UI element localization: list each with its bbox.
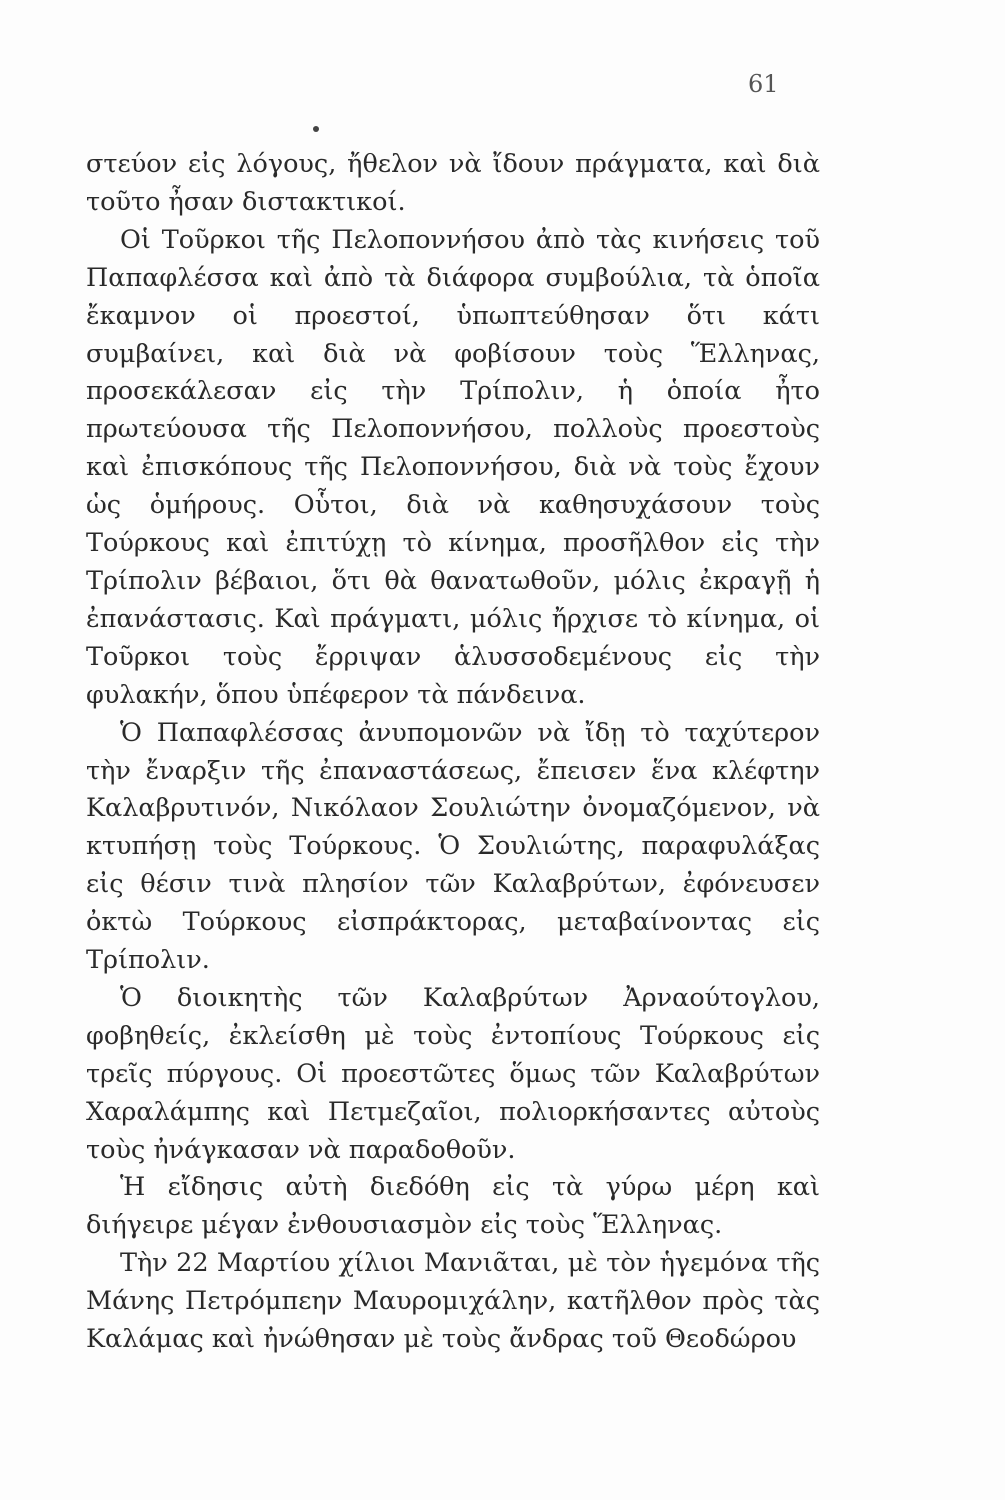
page-number: 61 xyxy=(748,70,779,98)
paragraph-news-spread: Ἡ εἴδησις αὐτὴ διεδόθη εἰς τὰ γύρω μέρη καὶ διήγειρε μέγαν ἐνθουσιασμὸν εἰς τοὺς Ἕλληνας. xyxy=(86,1172,820,1241)
paragraph-kalavryta-governor: Ὁ διοικητὴς τῶν Καλαβρύτων Ἀρναούτογλου, φοβηθείς, ἐκλείσθη μὲ τοὺς ἐντοπίους Τούρκους εἰς τρεῖς πύργους. Οἱ προεστῶτες ὅμως τῶν Καλαβρύτων Χαραλάμπης καὶ Πετμεζαῖοι, πολιορκήσαντες αὐτοὺς τοὺς ἠνάγκασαν νὰ παραδοθοῦν. xyxy=(86,982,820,1165)
paragraph-continuation: στεύον εἰς λόγους, ἤθελον νὰ ἴδουν πράγματα, καὶ διὰ τοῦτο ἦσαν διστακτικοί. xyxy=(86,149,820,217)
paragraph-papaflessas: Ὁ Παπαφλέσσας ἀνυπομονῶν νὰ ἴδῃ τὸ ταχύτερον τὴν ἔναρξιν τῆς ἐπαναστάσεως, ἔπεισεν ἕνα κλέφτην Καλαβρυτινόν, Νικόλαον Σουλιώτην ὀνομαζόμενον, νὰ κτυπήσῃ τοὺς Τούρκους. Ὁ Σουλιώτης, παραφυλάξας εἰς θέσιν τινὰ πλησίον τῶν Καλαβρύτων, ἐφόνευσεν ὀκτὼ Τούρκους εἰσπράκτορας, μεταβαίνοντας εἰς Τρίπολιν. xyxy=(86,717,820,976)
paragraph-maniates: Τὴν 22 Μαρτίου χίλιοι Μανιᾶται, μὲ τὸν ἡγεμόνα τῆς Μάνης Πετρόμπεην Μαυρομιχάλην, κατῆλθον πρὸς τὰς Καλάμας καὶ ἠνώθησαν μὲ τοὺς ἄνδρας τοῦ Θεοδώρου xyxy=(86,1248,820,1355)
paragraph-turks-suspicion: Οἱ Τοῦρκοι τῆς Πελοποννήσου ἀπὸ τὰς κινήσεις τοῦ Παπαφλέσσα καὶ ἀπὸ τὰ διάφορα συμβούλια, τὰ ὁποῖα ἔκαμνον οἱ προεστοί, ὑπωπτεύθησαν ὅτι κάτι συμβαίνει, καὶ διὰ νὰ φοβίσουν τοὺς Ἕλληνας, προσεκάλεσαν εἰς τὴν Τρίπολιν, ἡ ὁποία ἦτο πρωτεύουσα τῆς Πελοποννήσου, πολλοὺς προεστοὺς καὶ ἐπισκόπους τῆς Πελοποννήσου, διὰ νὰ τοὺς ἔχουν ὡς ὁμήρους. Οὗτοι, διὰ νὰ καθησυχάσουν τοὺς Τούρκους καὶ ἐπιτύχῃ τὸ κίνημα, προσῆλθον εἰς τὴν Τρίπολιν βέβαιοι, ὅτι θὰ θανατωθοῦν, μόλις ἐκραγῇ ἡ ἐπανάστασις. Καὶ πράγματι, μόλις ἤρχισε τὸ κίνημα, οἱ Τοῦρκοι τοὺς ἔρριψαν ἁλυσσοδεμένους εἰς τὴν φυλακήν, ὅπου ὑπέφερον τὰ πάνδεινα. xyxy=(86,224,820,710)
body-text xyxy=(86,146,820,1359)
ink-speck xyxy=(313,126,319,132)
